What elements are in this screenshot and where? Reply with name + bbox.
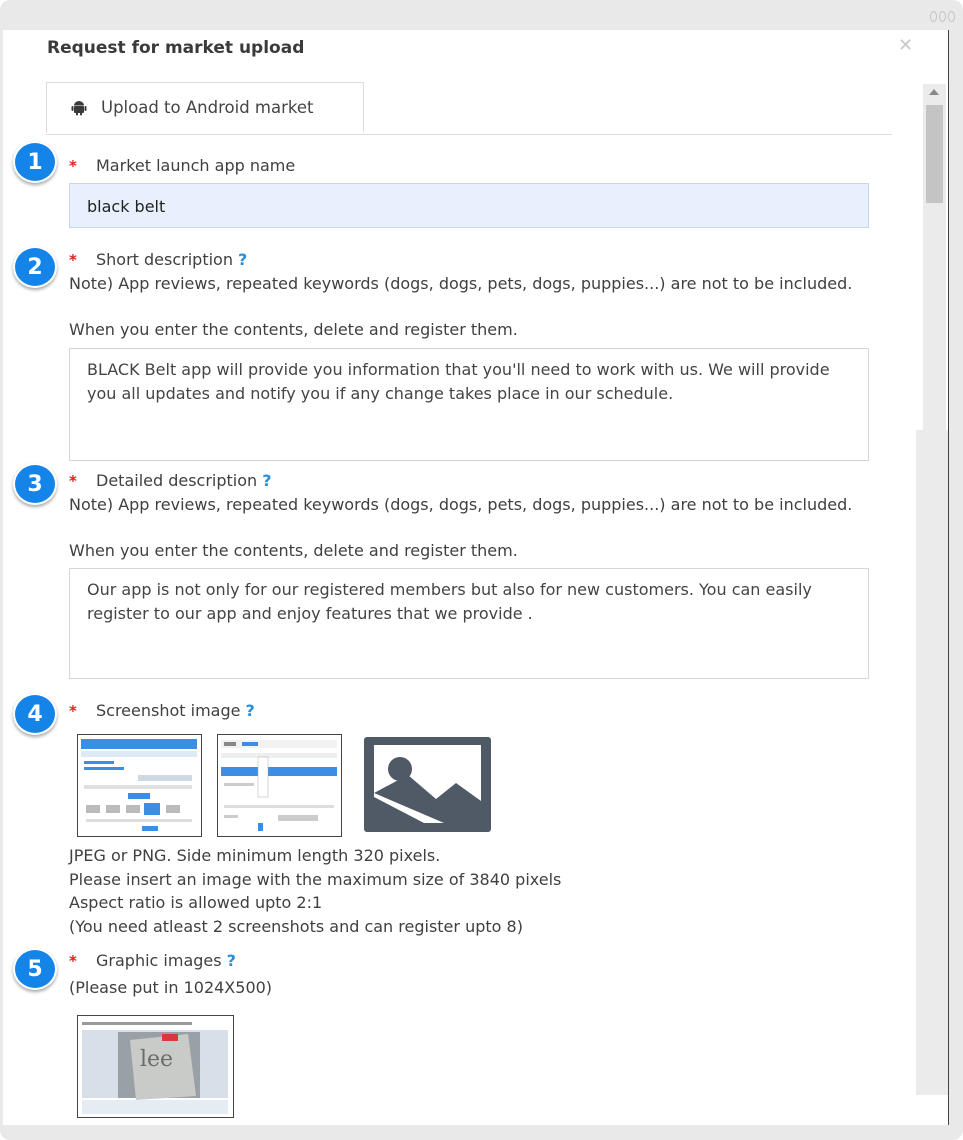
required-marker: * [69,702,77,720]
step-badge-4: 4 [13,693,57,735]
help-icon[interactable]: ? [262,471,272,490]
app-name-input[interactable]: black belt [69,183,869,228]
step-badge-2: 2 [13,246,57,288]
spec-line: JPEG or PNG. Side minimum length 320 pixels. [69,846,441,865]
label-text: Graphic images [96,951,222,970]
tab-label: Upload to Android market [101,98,314,117]
spec-line: Aspect ratio is allowed upto 2:1 [69,893,323,912]
label-text: Detailed description [96,471,258,490]
detailed-description-textarea[interactable]: Our app is not only for our registered members but also for new customers. You can easily register to our app and enjoy features that we provide . [69,568,869,679]
field-label-short-description [96,250,247,269]
image-placeholder-icon[interactable] [364,737,491,832]
screenshot-thumbnail[interactable] [217,734,342,837]
scrollbar-track [916,430,948,1095]
tab-android-market[interactable] [46,82,364,133]
help-icon[interactable]: ? [226,951,236,970]
scrollbar-thumb[interactable] [926,105,943,203]
tab-bar [46,82,892,135]
field-label-detailed-description [96,471,271,490]
graphic-preview-image [78,1016,232,1116]
dialog-title: Request for market upload [47,38,305,58]
help-icon[interactable]: ? [237,250,248,269]
step-badge-5: 5 [13,948,57,990]
scroll-up-arrow-icon[interactable] [929,89,939,95]
short-description-note-2: When you enter the contents, delete and register them. [69,320,518,339]
spec-line: (You need atleast 2 screenshots and can register upto 8) [69,916,523,936]
label-text: Short description [96,250,233,269]
required-marker: * [69,952,77,970]
field-label-app-name: Market launch app name [96,156,296,175]
window-controls [930,11,955,22]
step-badge-3: 3 [13,463,57,505]
field-label-screenshot-image [96,701,255,720]
window-control-dot[interactable] [930,11,937,22]
detailed-description-note: Note) App reviews, repeated keywords (dogs, dogs, pets, dogs, puppies...) are not to be included. [69,495,853,514]
window-control-dot[interactable] [939,11,946,22]
short-description-note: Note) App reviews, repeated keywords (dogs, dogs, pets, dogs, puppies...) are not to be included. [69,274,853,293]
short-description-textarea[interactable]: BLACK Belt app will provide you information that you'll need to work with us. We will provide you all updates and notify you if any change takes place in our schedule. [69,348,869,461]
detailed-description-note-2: When you enter the contents, delete and register them. [69,541,518,560]
label-text: Screenshot image [96,701,241,720]
spec-line: Please insert an image with the maximum size of 3840 pixels [69,869,562,889]
graphic-image-thumbnail[interactable] [77,1015,234,1118]
close-icon[interactable]: ✕ [898,35,914,56]
scrollbar[interactable] [923,84,946,460]
window-control-dot[interactable] [948,11,955,22]
screenshot-preview-image [218,735,340,835]
image-icon [364,737,491,832]
required-marker: * [69,157,77,175]
graphic-images-note: (Please put in 1024X500) [69,978,273,997]
screenshot-requirements [69,844,561,938]
screenshot-thumbnail[interactable] [77,734,202,837]
required-marker: * [69,251,77,269]
help-icon[interactable]: ? [245,701,255,720]
required-marker: * [69,472,77,490]
field-label-graphic-images [96,951,236,970]
android-icon [71,100,87,116]
screenshot-preview-image [78,735,200,835]
step-badge-1: 1 [13,141,57,183]
svg-text:lee: lee [140,1047,174,1072]
